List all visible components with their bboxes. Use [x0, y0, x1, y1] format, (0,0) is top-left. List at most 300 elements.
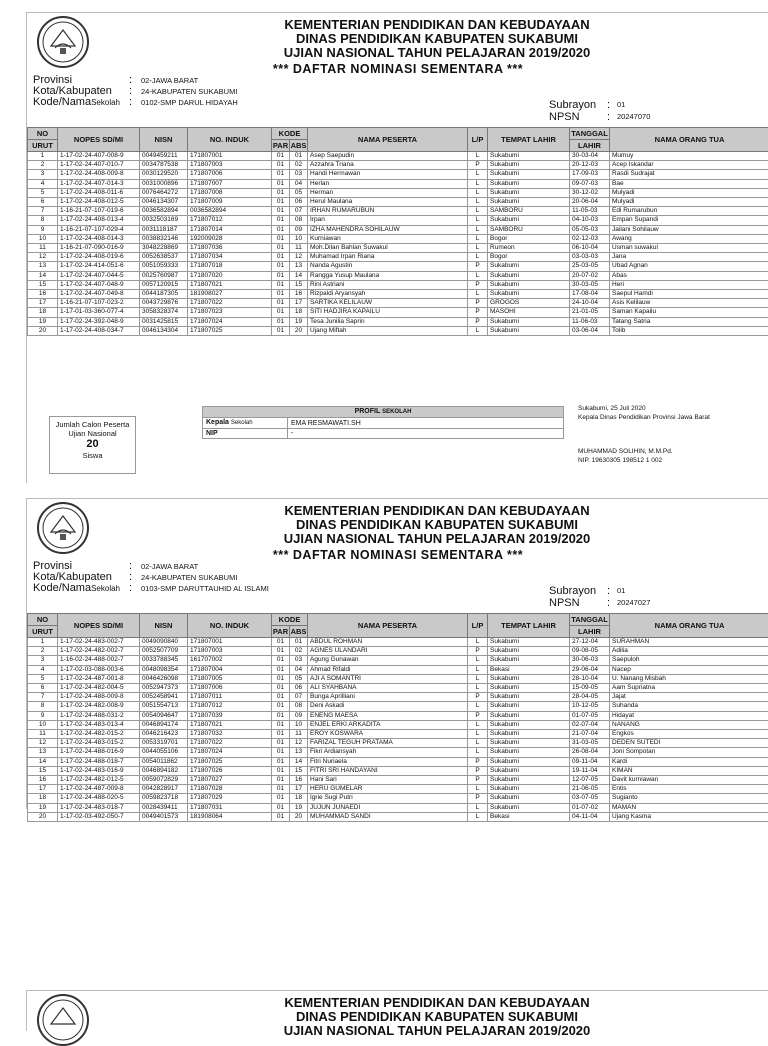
row-par: 01	[272, 290, 290, 299]
nip-text: NIP	[206, 430, 218, 437]
row-tempat: Sukabumi	[488, 262, 570, 271]
row-nama: Igrie Sugi Putri	[308, 794, 468, 803]
row-tempat: Sukabumi	[488, 152, 570, 161]
row-induk: 171807029	[188, 794, 272, 803]
row-nama: Herul Maulana	[308, 198, 468, 207]
row-abs: 08	[290, 216, 308, 225]
col-abs: ABS	[290, 140, 308, 152]
col-no-text: NO	[37, 615, 48, 624]
row-no: 18	[28, 308, 58, 317]
row-par: 01	[272, 207, 290, 216]
kota-label: Kota/Kabupaten	[33, 86, 129, 97]
colon: :	[129, 561, 141, 572]
row-nama: EROY KOSWARA	[308, 730, 468, 739]
row-ortu: Engkos	[610, 730, 768, 739]
row-ortu: Ujang Kasma	[610, 812, 768, 821]
row-induk: 171807012	[188, 702, 272, 711]
table-row	[28, 152, 768, 161]
row-par: 01	[272, 730, 290, 739]
col-urut: URUT	[28, 140, 58, 152]
row-tempat: Bogor	[488, 234, 570, 243]
row-ortu: Tolib	[610, 326, 768, 335]
row-tempat: Sukabumi	[488, 656, 570, 665]
row-ortu: KIMAN	[610, 766, 768, 775]
row-induk: 171807031	[188, 803, 272, 812]
row-tanggal: 21-06-05	[570, 785, 610, 794]
row-no: 6	[28, 198, 58, 207]
row-abs: 15	[290, 766, 308, 775]
row-tempat: Sukabumi	[488, 748, 570, 757]
row-tanggal: 19-11-04	[570, 766, 610, 775]
profile-title-small: SEKOLAH	[382, 409, 411, 415]
row-par: 01	[272, 647, 290, 656]
row-ortu: Asis Kelilauw	[610, 299, 768, 308]
row-induk: 171807022	[188, 299, 272, 308]
row-nopes: 1-17-02-24-483-018-7	[58, 803, 140, 812]
row-ortu: Aam Supriatna	[610, 684, 768, 693]
row-no: 3	[28, 170, 58, 179]
row-nopes: 1-17-02-24-488-009-8	[58, 693, 140, 702]
row-no: 8	[28, 216, 58, 225]
row-induk: 171807001	[188, 152, 272, 161]
row-lp: L	[468, 730, 488, 739]
row-tanggal: 11-06-03	[570, 317, 610, 326]
row-nisn: 0049459211	[140, 152, 188, 161]
row-nopes: 1-17-02-24-408-019-6	[58, 253, 140, 262]
row-tanggal: 20-12-03	[570, 161, 610, 170]
row-ortu: Edi Rumarubun	[610, 207, 768, 216]
provinsi-value: 02-JAWA BARAT	[141, 561, 198, 572]
row-lp: L	[468, 198, 488, 207]
row-no: 20	[28, 326, 58, 335]
sekolah-small: Sekolah	[91, 584, 120, 593]
row-par: 01	[272, 812, 290, 821]
row-par: 01	[272, 308, 290, 317]
row-ortu: Nacep	[610, 665, 768, 674]
nomination-sheet	[26, 990, 768, 1031]
row-nama: IZHA MAHENDRA SOHILAUW	[308, 225, 468, 234]
row-nisn: 0057120915	[140, 280, 188, 289]
row-induk: 171807021	[188, 720, 272, 729]
row-lp: P	[468, 776, 488, 785]
row-tanggal: 30-12-02	[570, 188, 610, 197]
colon: :	[607, 99, 617, 111]
kepala-label	[203, 418, 288, 429]
row-tanggal: 01-07-05	[570, 711, 610, 720]
provinsi-value: 02-JAWA BARAT	[141, 75, 198, 86]
tut-wuri-handayani-logo	[37, 994, 89, 1046]
row-tanggal: 27-12-04	[570, 638, 610, 647]
row-tempat: Sukabumi	[488, 720, 570, 729]
row-abs: 18	[290, 308, 308, 317]
row-no: 13	[28, 262, 58, 271]
row-par: 01	[272, 803, 290, 812]
row-nopes: 1-17-02-24-483-002-7	[58, 638, 140, 647]
row-nama: Bunga Aprilliani	[308, 693, 468, 702]
table-row	[28, 234, 768, 243]
row-tanggal: 11-05-03	[570, 207, 610, 216]
row-nisn: 0046134304	[140, 326, 188, 335]
row-nama: AJI A SOMANTRI	[308, 674, 468, 683]
row-tempat: Sukabumi	[488, 684, 570, 693]
col-lp: L/P	[468, 614, 488, 638]
row-nisn: 0042828917	[140, 785, 188, 794]
tut-wuri-handayani-logo	[37, 502, 89, 554]
table-row	[28, 656, 768, 665]
col-par: PAR	[272, 140, 290, 152]
row-no: 4	[28, 179, 58, 188]
row-nama: Azzahra Triana	[308, 161, 468, 170]
row-ortu: Mulyadi	[610, 188, 768, 197]
table-row	[28, 638, 768, 647]
table-row	[28, 161, 768, 170]
row-par: 01	[272, 198, 290, 207]
row-par: 01	[272, 280, 290, 289]
col-induk: NO. INDUK	[188, 614, 272, 638]
row-tanggal: 24-10-04	[570, 299, 610, 308]
subrayon-value: 01	[617, 99, 625, 111]
row-nopes: 1-17-02-24-482-002-7	[58, 647, 140, 656]
table-row	[28, 244, 768, 253]
row-tempat: Sukabumi	[488, 776, 570, 785]
sekolah-value: 0103-SMP DARUTTAUHID AL ISLAMI	[141, 583, 269, 594]
row-ortu: Rasdi Sudrajat	[610, 170, 768, 179]
row-nama: Tesa Junilia Saprin	[308, 317, 468, 326]
table-row	[28, 794, 768, 803]
row-ortu: Jailani Sohilauw	[610, 225, 768, 234]
table-row	[28, 253, 768, 262]
row-nama: Muhamad Irpan Riana	[308, 253, 468, 262]
row-ortu: NANANG	[610, 720, 768, 729]
row-par: 01	[272, 656, 290, 665]
col-lahir: LAHIR	[570, 626, 610, 638]
row-nopes: 1-17-02-24-487-009-8	[58, 785, 140, 794]
row-par: 01	[272, 702, 290, 711]
row-ortu: SURAHMAN	[610, 638, 768, 647]
col-par: PAR	[272, 626, 290, 638]
table-row	[28, 207, 768, 216]
row-no: 9	[28, 711, 58, 720]
row-no: 15	[28, 766, 58, 775]
row-nisn: 0054011862	[140, 757, 188, 766]
table-row	[28, 720, 768, 729]
row-par: 01	[272, 665, 290, 674]
row-lp: L	[468, 244, 488, 253]
row-tanggal: 09-08-05	[570, 647, 610, 656]
row-tempat: Bogor	[488, 253, 570, 262]
col-no-text: NO	[37, 129, 48, 138]
row-induk: 171807025	[188, 326, 272, 335]
row-lp: L	[468, 739, 488, 748]
school-info	[33, 561, 269, 594]
row-nopes: 1-17-02-24-483-016-9	[58, 766, 140, 775]
row-induk: 171807007	[188, 179, 272, 188]
row-tempat: Sukabumi	[488, 803, 570, 812]
row-tanggal: 05-05-03	[570, 225, 610, 234]
row-tanggal: 02-12-03	[570, 234, 610, 243]
school-info	[33, 75, 238, 108]
row-induk: 0036582894	[188, 207, 272, 216]
table-row	[28, 179, 768, 188]
row-nisn: 0053319701	[140, 739, 188, 748]
row-induk: 171807028	[188, 785, 272, 794]
row-abs: 20	[290, 326, 308, 335]
row-nopes: 1-17-02-24-487-001-8	[58, 674, 140, 683]
row-no: 13	[28, 748, 58, 757]
row-tempat: Sukabumi	[488, 317, 570, 326]
row-ortu: Abas	[610, 271, 768, 280]
row-tempat: Sukabumi	[488, 290, 570, 299]
row-nopes: 1-17-02-24-482-015-2	[58, 730, 140, 739]
subrayon-value: 01	[617, 585, 625, 597]
row-lp: P	[468, 161, 488, 170]
participant-count-box	[49, 416, 136, 474]
row-abs: 13	[290, 748, 308, 757]
row-no: 16	[28, 776, 58, 785]
ministry-name: KEMENTERIAN PENDIDIKAN DAN KEBUDAYAAN	[157, 18, 717, 32]
row-abs: 04	[290, 665, 308, 674]
row-tempat: Sukabumi	[488, 647, 570, 656]
row-tempat: Sukabumi	[488, 674, 570, 683]
row-nisn: 0048098354	[140, 665, 188, 674]
sign-name: MUHAMMAD SOLIHIN, M.M.Pd.	[578, 448, 710, 457]
row-tempat: Sukabumi	[488, 198, 570, 207]
row-abs: 10	[290, 234, 308, 243]
row-tanggal: 17-08-04	[570, 290, 610, 299]
row-nisn: 0044055106	[140, 748, 188, 757]
row-induk: 171807006	[188, 170, 272, 179]
row-no: 1	[28, 638, 58, 647]
sekolah-value: 0102-SMP DARUL HIDAYAH	[141, 97, 238, 108]
colon: :	[129, 97, 141, 108]
document-title: *** DAFTAR NOMINASI SEMENTARA ***	[27, 548, 768, 562]
row-abs: 16	[290, 776, 308, 785]
row-abs: 11	[290, 244, 308, 253]
row-nisn: 3048228869	[140, 244, 188, 253]
table-body	[28, 152, 768, 336]
kota-value: 24-KABUPATEN SUKABUMI	[141, 86, 237, 97]
row-induk: 171807025	[188, 757, 272, 766]
row-lp: L	[468, 812, 488, 821]
row-abs: 19	[290, 317, 308, 326]
colon: :	[607, 585, 617, 597]
row-nisn: 0059072829	[140, 776, 188, 785]
row-nama: ALI SYAHBANA	[308, 684, 468, 693]
row-nisn: 0046894182	[140, 766, 188, 775]
row-induk: 171807011	[188, 693, 272, 702]
row-induk: 171807036	[188, 244, 272, 253]
sign-nip: NIP. 19630305 198512 1 002	[578, 457, 710, 466]
row-abs: 08	[290, 702, 308, 711]
row-par: 01	[272, 253, 290, 262]
kode-nama-label	[33, 583, 129, 594]
row-nopes: 1-16-21-07-090-016-9	[58, 244, 140, 253]
row-lp: P	[468, 794, 488, 803]
row-ortu: Hidayat	[610, 711, 768, 720]
row-no: 2	[28, 161, 58, 170]
row-abs: 16	[290, 290, 308, 299]
row-tanggal: 30-03-05	[570, 280, 610, 289]
row-tempat: Sukabumi	[488, 179, 570, 188]
row-lp: L	[468, 326, 488, 335]
row-par: 01	[272, 244, 290, 253]
row-abs: 03	[290, 170, 308, 179]
row-par: 01	[272, 216, 290, 225]
count-title-1: Jumlah Calon Peserta	[50, 420, 135, 429]
kepala-text: Kepala	[206, 419, 229, 426]
agency-name: DINAS PENDIDIKAN KABUPATEN SUKABUMI	[157, 518, 717, 532]
row-nama: Ujang Miftah	[308, 326, 468, 335]
row-nopes: 1-17-02-03-492-050-7	[58, 812, 140, 821]
row-nopes: 1-17-02-24-407-008-9	[58, 152, 140, 161]
row-no: 5	[28, 674, 58, 683]
row-nopes: 1-17-02-24-408-011-6	[58, 188, 140, 197]
table-row	[28, 326, 768, 335]
row-par: 01	[272, 188, 290, 197]
row-nisn: 0028439411	[140, 803, 188, 812]
row-par: 01	[272, 785, 290, 794]
row-ortu: Mulyadi	[610, 198, 768, 207]
row-tanggal: 01-07-02	[570, 803, 610, 812]
kepala-small: Sekolah	[231, 420, 253, 426]
letterhead	[157, 18, 717, 60]
row-nopes: 1-17-02-24-488-020-5	[58, 794, 140, 803]
row-no: 2	[28, 647, 58, 656]
row-par: 01	[272, 317, 290, 326]
row-ortu: U. Nanang Misbah	[610, 674, 768, 683]
row-tanggal: 12-07-05	[570, 776, 610, 785]
col-ortu: NAMA ORANG TUA	[610, 128, 768, 152]
row-induk: 171807020	[188, 271, 272, 280]
colon: :	[607, 597, 617, 609]
row-abs: 15	[290, 280, 308, 289]
row-abs: 07	[290, 693, 308, 702]
participant-table	[27, 613, 768, 822]
row-induk: 171807026	[188, 766, 272, 775]
row-no: 8	[28, 702, 58, 711]
row-lp: L	[468, 665, 488, 674]
row-no: 10	[28, 720, 58, 729]
npsn-label: NPSN	[549, 111, 607, 123]
row-no: 16	[28, 290, 58, 299]
table-row	[28, 198, 768, 207]
row-nopes: 1-17-02-24-408-034-7	[58, 326, 140, 335]
row-tanggal: 21-07-04	[570, 730, 610, 739]
row-lp: L	[468, 271, 488, 280]
row-induk: 171807003	[188, 647, 272, 656]
row-nama: SITI HADJIRA KAPAILU	[308, 308, 468, 317]
row-no: 14	[28, 757, 58, 766]
row-abs: 01	[290, 638, 308, 647]
row-par: 01	[272, 739, 290, 748]
row-lp: L	[468, 674, 488, 683]
table-row	[28, 280, 768, 289]
row-par: 01	[272, 711, 290, 720]
row-nopes: 1-17-01-03-360-077-4	[58, 308, 140, 317]
row-tempat: Sukabumi	[488, 170, 570, 179]
row-tempat: Sukabumi	[488, 693, 570, 702]
letterhead	[157, 504, 717, 546]
row-tempat: Sukabumi	[488, 326, 570, 335]
row-abs: 19	[290, 803, 308, 812]
row-nopes: 1-17-02-24-407-044-5	[58, 271, 140, 280]
row-par: 01	[272, 152, 290, 161]
row-tanggal: 17-09-03	[570, 170, 610, 179]
table-row	[28, 766, 768, 775]
row-induk: 192009028	[188, 234, 272, 243]
row-no: 12	[28, 253, 58, 262]
row-lp: P	[468, 299, 488, 308]
row-ortu: Saepul Hamdi	[610, 290, 768, 299]
row-abs: 06	[290, 198, 308, 207]
row-nopes: 1-17-02-24-392-048-9	[58, 317, 140, 326]
row-lp: L	[468, 179, 488, 188]
row-nama: Asep Saepudin	[308, 152, 468, 161]
row-tempat: SAMBORU	[488, 225, 570, 234]
ministry-name: KEMENTERIAN PENDIDIKAN DAN KEBUDAYAAN	[157, 996, 717, 1010]
agency-name: DINAS PENDIDIKAN KABUPATEN SUKABUMI	[157, 32, 717, 46]
colon: :	[129, 75, 141, 86]
colon: :	[129, 583, 141, 594]
col-tanggal: TANGGAL	[570, 128, 610, 140]
document-title: *** DAFTAR NOMINASI SEMENTARA ***	[27, 62, 768, 76]
row-no: 19	[28, 317, 58, 326]
row-nisn: 0052947373	[140, 684, 188, 693]
row-tanggal: 26-08-04	[570, 748, 610, 757]
row-nisn: 0031118187	[140, 225, 188, 234]
row-nopes: 1-17-02-24-414-051-6	[58, 262, 140, 271]
row-nopes: 1-16-21-07-107-023-2	[58, 299, 140, 308]
row-nisn: 0059823718	[140, 794, 188, 803]
col-ortu: NAMA ORANG TUA	[610, 614, 768, 638]
nomination-sheet	[26, 12, 768, 483]
row-no: 1	[28, 152, 58, 161]
rayon-info	[549, 99, 650, 123]
exam-name: UJIAN NASIONAL TAHUN PELAJARAN 2019/2020	[157, 46, 717, 60]
row-nisn: 0046216423	[140, 730, 188, 739]
row-abs: 13	[290, 262, 308, 271]
row-induk: 171807021	[188, 280, 272, 289]
col-nama: NAMA PESERTA	[308, 128, 468, 152]
row-lp: P	[468, 693, 488, 702]
table-row	[28, 684, 768, 693]
row-nopes: 1-17-02-24-488-016-9	[58, 748, 140, 757]
subrayon-label: Subrayon	[549, 585, 607, 597]
row-ortu: MAMAN	[610, 803, 768, 812]
row-tanggal: 28-04-05	[570, 693, 610, 702]
table-row	[28, 317, 768, 326]
row-nisn: 0031425815	[140, 317, 188, 326]
row-lp: L	[468, 748, 488, 757]
table-row	[28, 188, 768, 197]
row-tanggal: 29-06-04	[570, 665, 610, 674]
row-tanggal: 04-10-03	[570, 216, 610, 225]
table-row	[28, 739, 768, 748]
row-par: 01	[272, 766, 290, 775]
row-ortu: Entis	[610, 785, 768, 794]
row-abs: 17	[290, 299, 308, 308]
row-nama: Handi Hermawan	[308, 170, 468, 179]
row-nama: Moh.Dilan Bahlan Suwakul	[308, 244, 468, 253]
row-nisn: 0034787538	[140, 161, 188, 170]
nip-value: -	[288, 429, 564, 439]
row-nopes: 1-17-02-03-088-003-6	[58, 665, 140, 674]
row-tanggal: 20-07-02	[570, 271, 610, 280]
row-tempat: SAMBORU	[488, 207, 570, 216]
npsn-label: NPSN	[549, 597, 607, 609]
row-par: 01	[272, 299, 290, 308]
col-nisn: NISN	[140, 614, 188, 638]
